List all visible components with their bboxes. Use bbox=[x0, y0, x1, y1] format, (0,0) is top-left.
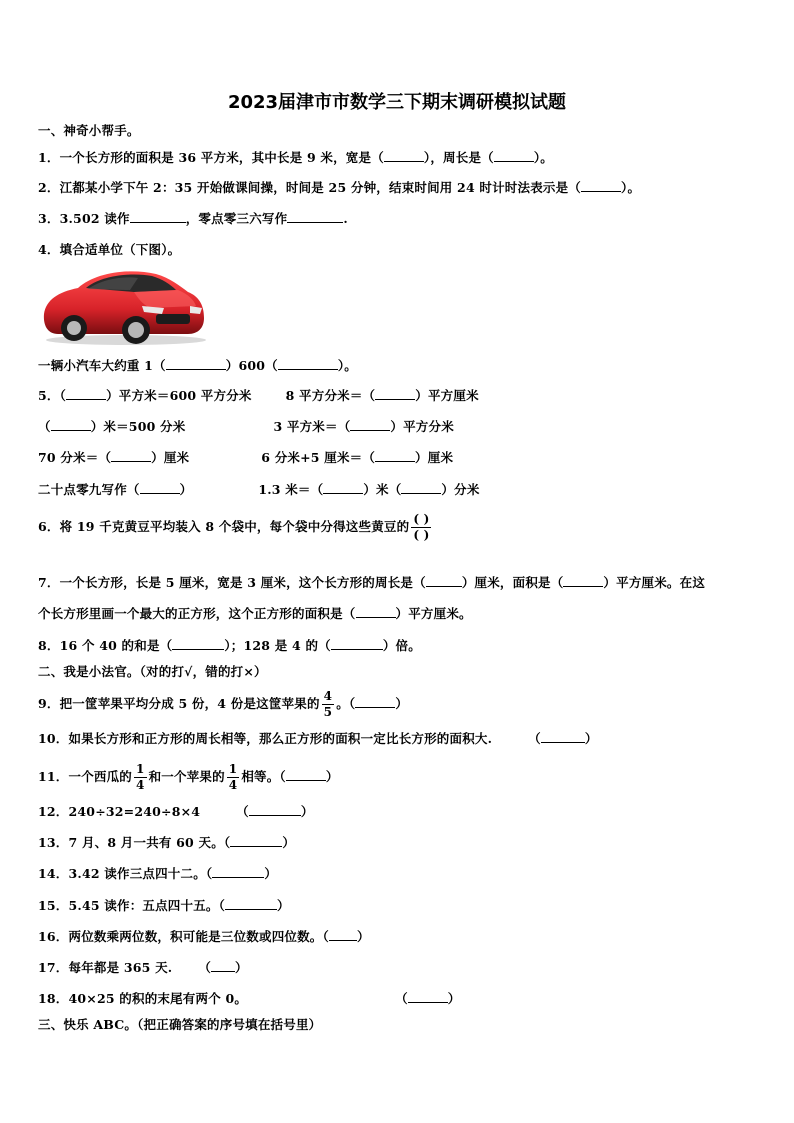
question-12 bbox=[38, 802, 314, 820]
q5c-text-3: 6 分米+5 厘米＝（ bbox=[261, 450, 376, 465]
question-17 bbox=[38, 958, 248, 976]
question-18 bbox=[38, 989, 460, 1007]
q14-paren-close: ） bbox=[264, 866, 278, 881]
q17-paren-close: ） bbox=[235, 960, 248, 975]
q9-text: 9．把一筐苹果平均分成 5 份，4 份是这筐苹果的 bbox=[38, 696, 320, 711]
q4b-text-end: ）。 bbox=[337, 358, 357, 373]
q10-paren-close: ） bbox=[584, 731, 598, 746]
q3-text-end: . bbox=[343, 211, 348, 226]
q7a-text-end: ）平方厘米。在这 bbox=[603, 575, 706, 590]
question-1 bbox=[38, 148, 553, 166]
q3-answer-blank-2[interactable] bbox=[287, 210, 343, 223]
q8-text-end: ）倍。 bbox=[382, 638, 421, 653]
q7-answer-blank-2[interactable] bbox=[563, 574, 603, 587]
section-heading-1: 一、神奇小帮手。 bbox=[38, 123, 140, 138]
question-11 bbox=[38, 762, 339, 793]
q9-answer-blank[interactable] bbox=[355, 695, 395, 708]
q9-numerator: 4 bbox=[323, 689, 333, 703]
q18-paren-close: ） bbox=[447, 991, 461, 1006]
q5c-text-4: ）厘米 bbox=[415, 450, 454, 465]
q17-paren-open: （ bbox=[198, 960, 212, 975]
q18-text: 18．40×25 的积的末尾有两个 0。 bbox=[38, 991, 248, 1006]
question-10 bbox=[38, 729, 598, 747]
q13-paren-close: ） bbox=[282, 835, 296, 850]
q11-fraction-1 bbox=[134, 762, 147, 793]
question-5-row-4 bbox=[38, 480, 480, 498]
question-5-row-1 bbox=[38, 386, 479, 404]
car-front-rim bbox=[128, 322, 144, 338]
q1-text-end: ）。 bbox=[533, 150, 554, 165]
q5a-text-4: ）平方厘米 bbox=[415, 388, 479, 403]
q7a-text: 7．一个长方形，长是 5 厘米，宽是 3 厘米，这个长方形的周长是（ bbox=[38, 575, 426, 590]
q17-answer-blank[interactable] bbox=[211, 959, 235, 972]
q3-answer-blank-1[interactable] bbox=[130, 210, 186, 223]
q3-text: 3．3.502 读作 bbox=[38, 211, 130, 226]
q2-answer-blank[interactable] bbox=[581, 179, 621, 192]
question-14 bbox=[38, 864, 277, 882]
q10-paren-open: （ bbox=[528, 731, 541, 746]
q12-paren-close: ） bbox=[300, 804, 314, 819]
q1-text: 1．一个长方形的面积是 36 平方米，其中长是 9 米，宽是（ bbox=[38, 150, 384, 165]
q4b-text-mid: ）600（ bbox=[225, 358, 278, 373]
q15-paren-close: ） bbox=[277, 898, 290, 913]
question-6 bbox=[38, 512, 433, 543]
car-image bbox=[38, 262, 208, 346]
q11-text-post: 相等。（ bbox=[241, 769, 286, 784]
q15-answer-blank[interactable] bbox=[225, 897, 277, 910]
q5c-blank-1[interactable] bbox=[111, 449, 151, 462]
question-8 bbox=[38, 636, 421, 654]
q18-answer-blank[interactable] bbox=[408, 990, 448, 1003]
q5a-blank-2[interactable] bbox=[375, 387, 415, 400]
question-4-sentence bbox=[38, 356, 357, 374]
q5d-text: 二十点零九写作（ bbox=[38, 482, 140, 497]
q11-denominator-1: 4 bbox=[136, 778, 145, 792]
q3-text-mid: ，零点零三六写作 bbox=[185, 211, 288, 226]
question-4: 4．填合适单位（下图）。 bbox=[38, 242, 181, 257]
q13-text: 13．7 月、8 月一共有 60 天。（ bbox=[38, 835, 231, 850]
q5d-blank-1[interactable] bbox=[140, 481, 180, 494]
q9-text-end: ） bbox=[395, 696, 409, 711]
question-15 bbox=[38, 896, 290, 914]
q11-fraction-2 bbox=[227, 762, 240, 793]
question-16 bbox=[38, 927, 370, 945]
q5c-text: 70 分米＝（ bbox=[38, 450, 112, 465]
q4b-text: 一辆小汽车大约重 1（ bbox=[38, 358, 166, 373]
q5d-text-5: ）分米 bbox=[441, 482, 480, 497]
question-3 bbox=[38, 209, 348, 227]
q5c-text-2: ）厘米 bbox=[151, 450, 190, 465]
q17-text: 17．每年都是 365 天. bbox=[38, 960, 173, 975]
q5c-blank-2[interactable] bbox=[375, 449, 415, 462]
q9-fraction bbox=[322, 689, 335, 720]
q15-text: 15．5.45 读作：五点四十五。（ bbox=[38, 898, 226, 913]
q5d-text-2: ） bbox=[179, 482, 193, 497]
q12-answer-blank[interactable] bbox=[249, 803, 301, 816]
q8-text: 8．16 个 40 的和是（ bbox=[38, 638, 173, 653]
q1-text-mid: ），周长是（ bbox=[423, 150, 494, 165]
q5d-text-3: 1.3 米＝（ bbox=[258, 482, 324, 497]
q9-denominator: 5 bbox=[323, 705, 333, 719]
q11-text: 11．一个西瓜的 bbox=[38, 769, 132, 784]
q4-answer-blank-2[interactable] bbox=[278, 357, 338, 370]
q16-text: 16．两位数乘两位数，积可能是三位数或四位数。（ bbox=[38, 929, 329, 944]
q6-fraction[interactable] bbox=[411, 512, 431, 543]
question-5-row-2 bbox=[38, 417, 454, 435]
q12-text: 12．240÷32=240÷8×4 bbox=[38, 804, 201, 819]
q12-paren-open: （ bbox=[236, 804, 249, 819]
q6-text: 6．将 19 千克黄豆平均装入 8 个袋中，每个袋中分得这些黄豆的 bbox=[38, 519, 410, 534]
q5b-text: （ bbox=[38, 419, 51, 434]
q9-text-mid: 。（ bbox=[336, 696, 356, 711]
q7b-text-end: ）平方厘米。 bbox=[395, 606, 472, 621]
q8-text-mid: ）；128 是 4 的（ bbox=[224, 638, 331, 653]
q18-paren-open: （ bbox=[395, 991, 408, 1006]
q7a-text-mid: ）厘米，面积是（ bbox=[461, 575, 564, 590]
page-title: 2023届津市市数学三下期末调研模拟试题 bbox=[227, 92, 567, 113]
q11-text-mid: 和一个苹果的 bbox=[148, 769, 225, 784]
q13-answer-blank[interactable] bbox=[230, 834, 282, 847]
q5b-text-3: 3 平方米＝（ bbox=[273, 419, 351, 434]
q5d-text-4: ）米（ bbox=[363, 482, 402, 497]
q7b-text: 个长方形里画一个最大的正方形，这个正方形的面积是（ bbox=[38, 606, 356, 621]
q11-numerator-2: 1 bbox=[228, 762, 238, 776]
question-5-row-3 bbox=[38, 448, 453, 466]
q5a-text: 5．（ bbox=[38, 388, 67, 403]
q14-answer-blank[interactable] bbox=[212, 865, 264, 878]
q11-numerator-1: 1 bbox=[136, 762, 145, 776]
q10-answer-blank[interactable] bbox=[541, 730, 585, 743]
question-13 bbox=[38, 833, 295, 851]
section-heading-3: 三、快乐 ABC。（把正确答案的序号填在括号里） bbox=[38, 1017, 322, 1032]
q6-fraction-numerator: ( ) bbox=[413, 512, 430, 526]
question-7-line-1 bbox=[38, 573, 705, 591]
q10-text: 10．如果长方形和正方形的周长相等，那么正方形的面积一定比长方形的面积大. bbox=[38, 731, 493, 746]
q7-answer-blank-3[interactable] bbox=[356, 605, 396, 618]
q5a-text-2: ）平方米＝600 平方分米 bbox=[106, 388, 252, 403]
q5a-text-3: 8 平方分米＝（ bbox=[285, 388, 376, 403]
q8-answer-blank-2[interactable] bbox=[331, 637, 383, 650]
q14-text: 14．3.42 读作三点四十二。（ bbox=[38, 866, 213, 881]
question-9 bbox=[38, 689, 408, 720]
q16-paren-close: ） bbox=[356, 929, 370, 944]
q5b-blank-1[interactable] bbox=[51, 418, 91, 431]
q11-text-end: ） bbox=[325, 769, 339, 784]
q8-answer-blank-1[interactable] bbox=[172, 637, 224, 650]
q5a-blank-1[interactable] bbox=[66, 387, 106, 400]
q5d-blank-2[interactable] bbox=[323, 481, 363, 494]
question-2 bbox=[38, 178, 640, 196]
q16-answer-blank[interactable] bbox=[329, 928, 357, 941]
q1-answer-blank-1[interactable] bbox=[384, 149, 424, 162]
q4-answer-blank-1[interactable] bbox=[166, 357, 226, 370]
question-7-line-2 bbox=[38, 604, 472, 622]
q1-answer-blank-2[interactable] bbox=[494, 149, 534, 162]
section-heading-2: 二、我是小法官。（对的打√，错的打×） bbox=[38, 664, 267, 679]
q5b-text-4: ）平方分米 bbox=[390, 419, 454, 434]
q2-text: 2．江都某小学下午 2：35 开始做课间操，时间是 25 分钟，结束时间用 24 时计时法表示是（ bbox=[38, 180, 581, 195]
car-rear-rim bbox=[67, 321, 81, 335]
q5b-text-2: ）米＝500 分米 bbox=[90, 419, 186, 434]
q5b-blank-2[interactable] bbox=[350, 418, 390, 431]
q11-answer-blank[interactable] bbox=[286, 768, 326, 781]
q7-answer-blank-1[interactable] bbox=[426, 574, 462, 587]
q5d-blank-3[interactable] bbox=[401, 481, 441, 494]
q11-denominator-2: 4 bbox=[228, 778, 238, 792]
q6-fraction-denominator: ( ) bbox=[413, 528, 430, 542]
car-grille bbox=[156, 314, 190, 324]
q2-text-end: ）。 bbox=[621, 180, 641, 195]
